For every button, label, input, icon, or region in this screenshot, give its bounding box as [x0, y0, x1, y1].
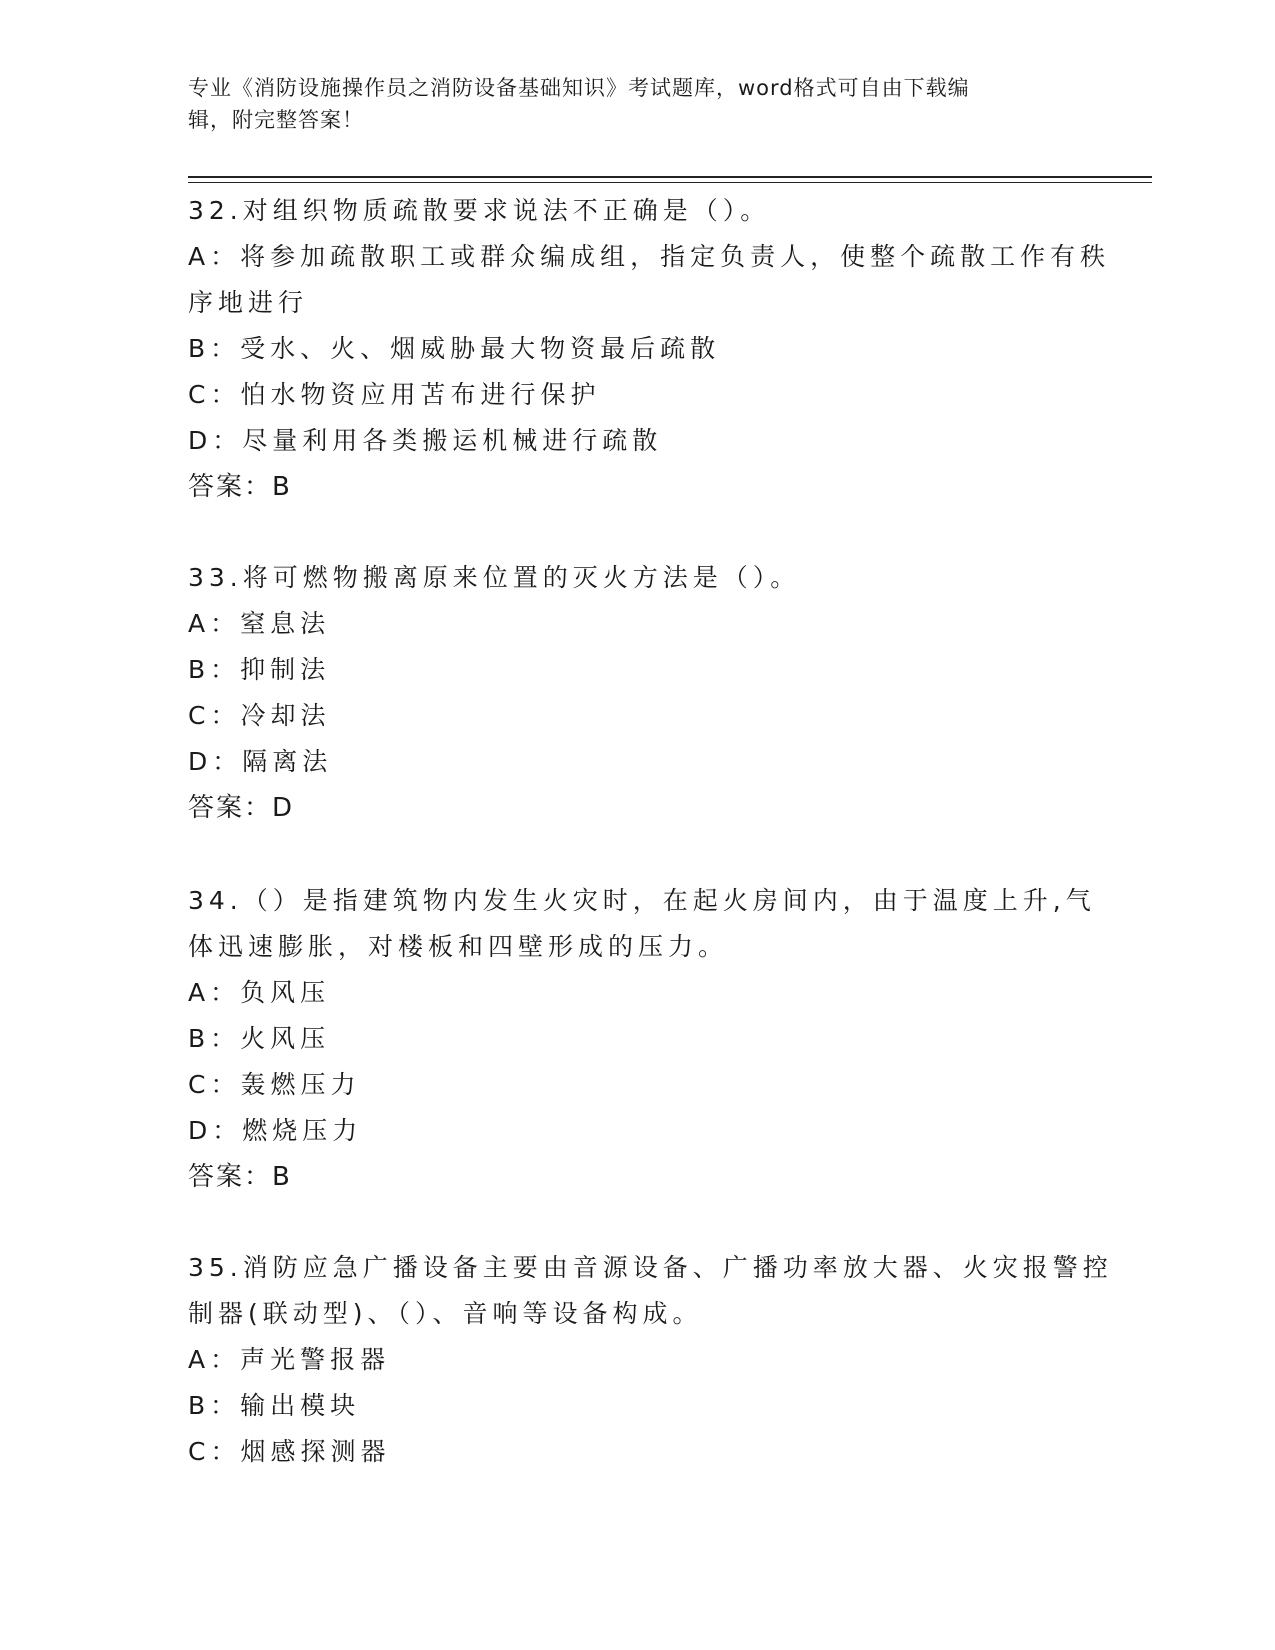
document-header: [188, 72, 1088, 136]
option-c: C：冷却法: [188, 701, 331, 730]
option-c: C：轰燃压力: [188, 1070, 361, 1099]
answer-label: 答案：B: [188, 472, 292, 502]
option-a: A：负风压: [188, 978, 331, 1007]
header-divider-thin: [188, 182, 1152, 183]
option-c: C：烟感探测器: [188, 1437, 391, 1466]
option-a: A：窒息法: [188, 609, 331, 638]
option-c: C：怕水物资应用苫布进行保护: [188, 380, 601, 409]
option-a-continued: 序地进行: [188, 288, 309, 317]
option-d: D：尽量利用各类搬运机械进行疏散: [188, 426, 663, 455]
answer-label: 答案：B: [188, 1162, 292, 1192]
question-32: [188, 188, 1111, 510]
question-35: [188, 1245, 1113, 1475]
header-line-2: 辑，附完整答案！: [188, 108, 364, 132]
option-b: B：输出模块: [188, 1391, 361, 1420]
option-d: D：燃烧压力: [188, 1116, 363, 1145]
header-line-1: 专业《消防设施操作员之消防设备基础知识》考试题库，word格式可自由下载编: [188, 76, 970, 100]
question-34: [188, 878, 1096, 1200]
question-stem: 33.将可燃物搬离原来位置的灭火方法是（）。: [188, 563, 801, 592]
option-b: B：抑制法: [188, 655, 331, 684]
option-b: B：火风压: [188, 1024, 331, 1053]
option-b: B：受水、火、烟威胁最大物资最后疏散: [188, 334, 721, 363]
question-stem: 34.（）是指建筑物内发生火灾时，在起火房间内，由于温度上升,气: [188, 886, 1096, 915]
question-stem: 35.消防应急广播设备主要由音源设备、广播功率放大器、火灾报警控: [188, 1253, 1113, 1282]
question-stem-continued: 制器(联动型)、（）、音响等设备构成。: [188, 1299, 703, 1328]
header-divider-thick: [188, 176, 1152, 178]
option-a: A：将参加疏散职工或群众编成组，指定负责人，使整个疏散工作有秩: [188, 242, 1111, 271]
option-a: A：声光警报器: [188, 1345, 391, 1374]
option-d: D：隔离法: [188, 747, 333, 776]
question-33: [188, 555, 1078, 831]
question-stem: 32.对组织物质疏散要求说法不正确是（）。: [188, 196, 771, 225]
question-stem-continued: 体迅速膨胀，对楼板和四壁形成的压力。: [188, 932, 729, 961]
answer-label: 答案：D: [188, 793, 295, 823]
